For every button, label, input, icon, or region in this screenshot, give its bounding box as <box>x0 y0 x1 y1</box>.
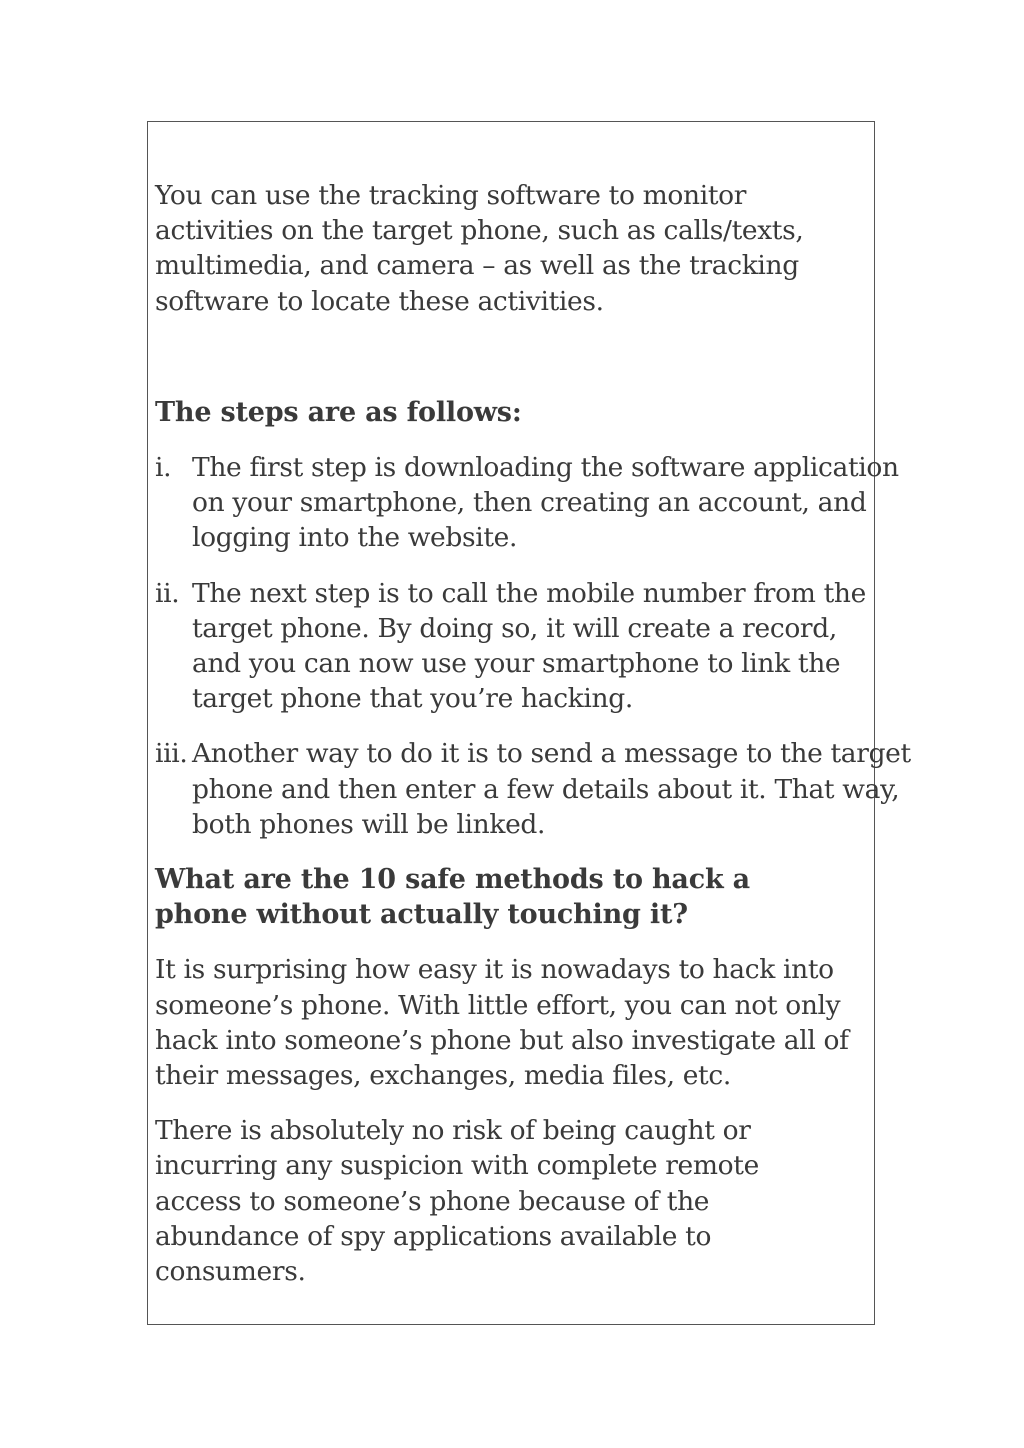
list-item <box>155 736 927 842</box>
intro-paragraph: You can use the tracking software to monitor activities on the target phone, such as calls/texts, multimedia, and camera – as well as the tracking software to locate these activities. <box>155 180 804 317</box>
section-heading: What are the 10 safe methods to hack a phone without actually touching it? <box>155 864 750 931</box>
list-item-number: iii. <box>155 738 188 770</box>
list-item <box>155 450 912 556</box>
list-item-text: The next step is to call the mobile number from the target phone. By doing so, it will create a record, and you can now use your smartphone to link the target phone that you’re hacking. <box>192 577 866 715</box>
list-item-text: The first step is downloading the software application on your smartphone, then creating an account, and logging into the website. <box>192 452 899 554</box>
steps-heading: The steps are as follows: <box>155 396 522 428</box>
list-item-number: ii. <box>155 577 180 609</box>
steps-list <box>155 450 911 842</box>
document-body <box>155 178 911 1309</box>
body-paragraph: It is surprising how easy it is nowadays to hack into someone’s phone. With little effort, you can not only hack into someone’s phone but also investigate all of their messages, exchanges, media files, etc. <box>155 954 849 1092</box>
list-item-text: Another way to do it is to send a message to the target phone and then enter a few details about it. That way, both phones will be linked. <box>192 738 911 840</box>
body-paragraph: There is absolutely no risk of being caught or incurring any suspicion with complete remote access to someone’s phone because of the abundance of spy applications available to consumers. <box>155 1115 759 1288</box>
list-item-number: i. <box>155 452 172 484</box>
list-item <box>155 576 892 717</box>
